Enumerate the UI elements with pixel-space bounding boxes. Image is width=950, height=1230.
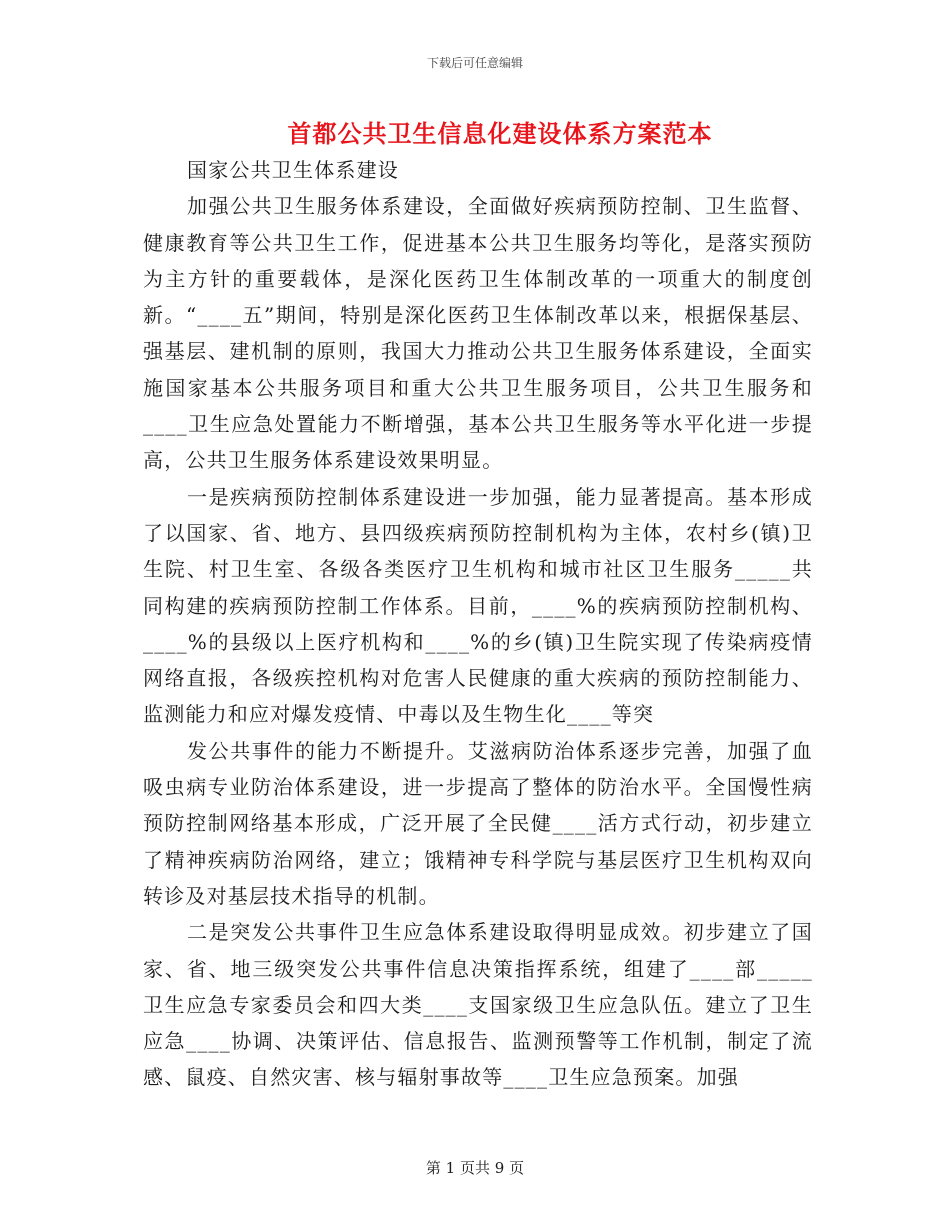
page-number: 第 1 页共 9 页 xyxy=(425,1159,525,1177)
body-paragraph: 一是疾病预防控制体系建设进一步加强，能力显著提高。基本形成了以国家、省、地方、县四级疾病预防控制机构为主体，农村乡(镇)卫生院、村卫生室、各级各类医疗卫生机构和城市社区卫生服务_____共同构建的疾病预防控制工作体系。目前，____%的疾病预防控制机构、____%的县级以上医疗机构和____%的乡(镇)卫生院实现了传染病疫情网络直报，各级疾控机构对危害人民健康的重大疾病的预防控制能力、监测能力和应对爆发疫情、中毒以及生物生化____等突 xyxy=(143,484,813,727)
body-paragraph: 发公共事件的能力不断提升。艾滋病防治体系逐步完善，加强了血吸虫病专业防治体系建设，进一步提高了整体的防治水平。全国慢性病预防控制网络基本形成，广泛开展了全民健____活方式行动，初步建立了精神疾病防治网络，建立；饿精神专科学院与基层医疗卫生机构双向转诊及对基层技术指导的机制。 xyxy=(143,738,813,908)
body-paragraph: 加强公共卫生服务体系建设，全面做好疾病预防控制、卫生监督、健康教育等公共卫生工作，促进基本公共卫生服务均等化，是落实预防为主方针的重要载体，是深化医药卫生体制改革的一项重大的制度创新。“____五”期间，特别是深化医药卫生体制改革以来，根据保基层、强基层、建机制的原则，我国大力推动公共卫生服务体系建设，全面实施国家基本公共服务项目和重大公共卫生服务项目，公共卫生服务和____卫生应急处置能力不断增强，基本公共卫生服务等水平化进一步提高，公共卫生服务体系建设效果明显。 xyxy=(143,194,813,473)
section-heading: 国家公共卫生体系建设 xyxy=(187,158,399,182)
body-paragraph: 二是突发公共事件卫生应急体系建设取得明显成效。初步建立了国家、省、地三级突发公共事件信息决策指挥系统，组建了____部_____卫生应急专家委员会和四大类____支国家级卫生应急队伍。建立了卫生应急____协调、决策评估、信息报告、监测预警等工作机制，制定了流感、鼠疫、自然灾害、核与辐射事故等____卫生应急预案。加强 xyxy=(143,920,813,1090)
document-title: 首都公共卫生信息化建设体系方案范本 xyxy=(287,119,713,148)
document-body xyxy=(143,152,813,1096)
page-header-note: 下载后可任意编辑 xyxy=(426,56,523,70)
